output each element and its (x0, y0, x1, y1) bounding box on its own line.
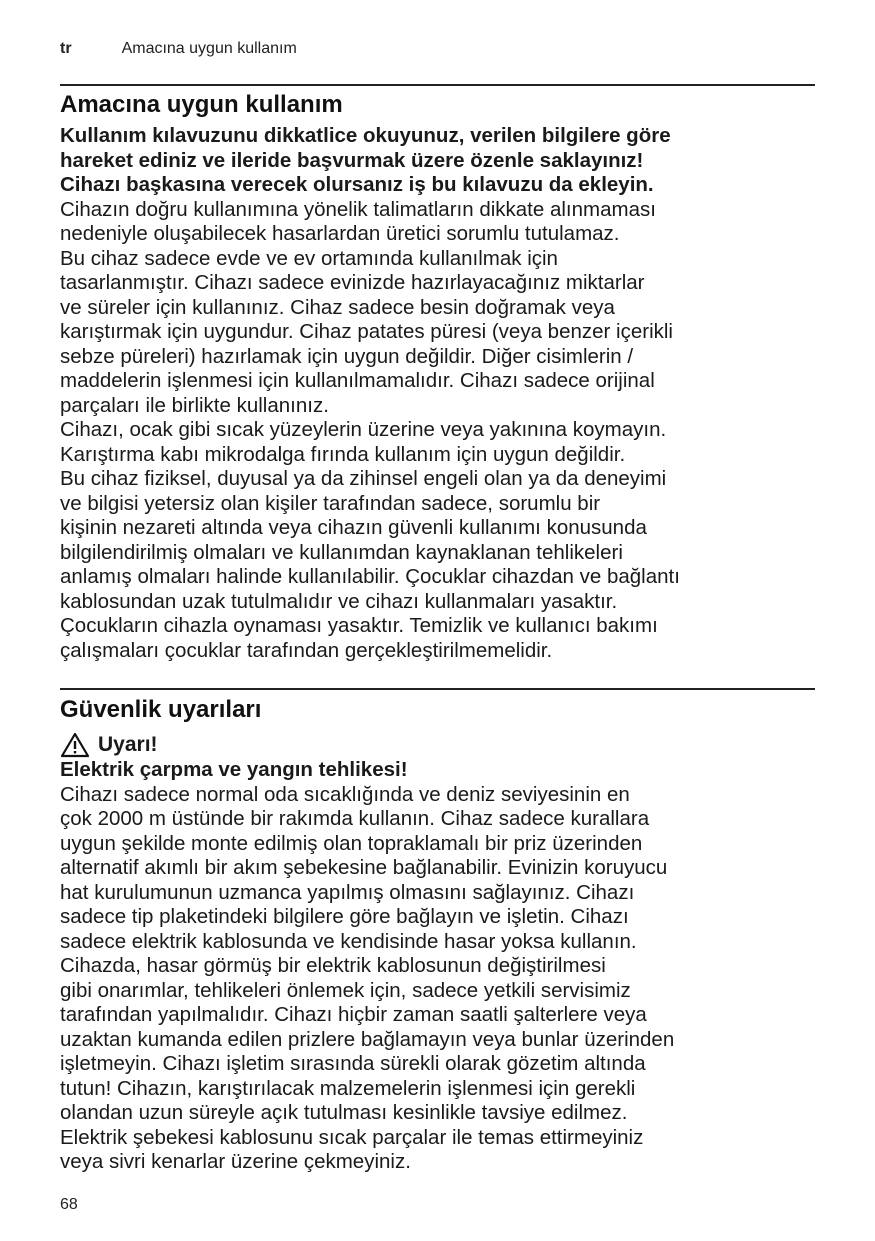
body-line: olandan uzun süreyle açık tutulması kesinlikle tavsiye edilmez. (60, 1101, 628, 1124)
section-divider-top (60, 84, 815, 86)
body-line: uzaktan kumanda edilen prizlere bağlamayın veya bunlar üzerinden (60, 1027, 675, 1051)
warning-label: Uyarı! (98, 733, 158, 756)
body-line: kablosundan uzak tutulmalıdır ve cihazı kullanmaları yasaktır. (60, 589, 618, 613)
bold-line: Cihazı başkasına verecek olursanız iş bu kılavuzu da ekleyin. (60, 173, 654, 196)
warning-heading (60, 732, 820, 758)
body-line: maddelerin işlenmesi için kullanılmamalıdır. Cihazı sadece orijinal (60, 369, 655, 392)
bold-line: hareket ediniz ve ileride başvurmak üzere özenle saklayınız! (60, 148, 644, 172)
body-line: çok 2000 m üstünde bir rakımda kullanın. Cihaz sadece kurallara (60, 807, 650, 830)
body-line: Cihazı, ocak gibi sıcak yüzeylerin üzerine veya yakınına koymayın. (60, 418, 667, 441)
running-title: Amacına uygun kullanım (121, 40, 297, 57)
bold-line: Kullanım kılavuzunu dikkatlice okuyunuz, verilen bilgilere göre (60, 124, 671, 147)
hazard-title: Elektrik çarpma ve yangın tehlikesi! (60, 758, 408, 781)
body-line: karıştırmak için uygundur. Cihaz patates püresi (veya benzer içerikli (60, 320, 673, 343)
section-title-intended-use: Amacına uygun kullanım (60, 91, 343, 118)
body-line: Bu cihaz fiziksel, duyusal ya da zihinsel engeli olan ya da deneyimi (60, 467, 667, 490)
body-line: parçaları ile birlikte kullanınız. (60, 393, 329, 417)
body-line: hat kurulumunun uzmanca yapılmış olmasını sağlayınız. Cihazı (60, 880, 635, 904)
body-line: gibi onarımlar, tehlikeleri önlemek için, sadece yetkili servisimiz (60, 978, 631, 1002)
body-line: bilgilendirilmiş olmaları ve kullanımdan kaynaklanan tehlikeleri (60, 540, 623, 564)
warning-triangle-icon (60, 732, 90, 758)
body-line: anlamış olmaları halinde kullanılabilir. Çocuklar cihazdan ve bağlantı (60, 565, 680, 588)
body-line: tasarlanmıştır. Cihazı sadece evinizde hazırlayacağınız miktarlar (60, 271, 645, 294)
body-line: Cihazda, hasar görmüş bir elektrik kablosunun değiştirilmesi (60, 954, 606, 977)
body-line: uygun şekilde monte edilmiş olan topraklamalı bir priz üzerinden (60, 831, 643, 855)
body-line: tarafından yapılmalıdır. Cihazı hiçbir zaman saatli şalterlere veya (60, 1003, 647, 1026)
body-line: nedeniyle oluşabilecek hasarlardan üretici sorumlu tutulamaz. (60, 222, 620, 245)
body-line: sebze püreleri) hazırlamak için uygun değildir. Diğer cisimlerin / (60, 344, 634, 368)
section-intended-use (60, 92, 820, 663)
section-divider-safety (60, 688, 815, 690)
page-number: 68 (60, 1196, 78, 1213)
body-line: Karıştırma kabı mikrodalga fırında kullanım için uygun değildir. (60, 442, 626, 466)
section-safety-warnings (60, 697, 820, 1175)
language-code: tr (60, 40, 72, 57)
body-line: Çocukların cihazla oynaması yasaktır. Temizlik ve kullanıcı bakımı (60, 614, 658, 637)
body-line: Cihazın doğru kullanımına yönelik talimatların dikkate alınmaması (60, 197, 656, 221)
running-header (60, 40, 297, 58)
body-line: alternatif akımlı bir akım şebekesine bağlanabilir. Evinizin koruyucu (60, 856, 668, 879)
body-line: ve bilgisi yetersiz olan kişiler tarafından sadece, sorumlu bir (60, 491, 601, 515)
body-line: kişinin nezareti altında veya cihazın güvenli kullanımı konusunda (60, 516, 647, 539)
body-line: çalışmaları çocuklar tarafından gerçekleştirilmemelidir. (60, 638, 553, 662)
body-line: Cihazı sadece normal oda sıcaklığında ve deniz seviyesinin en (60, 782, 630, 806)
section-title-safety: Güvenlik uyarıları (60, 696, 262, 723)
body-line: sadece elektrik kablosunda ve kendisinde hasar yoksa kullanın. (60, 929, 637, 953)
body-line: Elektrik şebekesi kablosunu sıcak parçalar ile temas ettirmeyiniz (60, 1125, 644, 1149)
body-line: ve süreler için kullanınız. Cihaz sadece besin doğramak veya (60, 295, 615, 319)
body-line: işletmeyin. Cihazı işletim sırasında sürekli olarak gözetim altında (60, 1052, 646, 1075)
body-line: veya sivri kenarlar üzerine çekmeyiniz. (60, 1150, 411, 1173)
body-line: sadece tip plaketindeki bilgilere göre bağlayın ve işletin. Cihazı (60, 905, 629, 928)
body-line: tutun! Cihazın, karıştırılacak malzemelerin işlenmesi için gerekli (60, 1076, 636, 1100)
body-line: Bu cihaz sadece evde ve ev ortamında kullanılmak için (60, 246, 558, 270)
